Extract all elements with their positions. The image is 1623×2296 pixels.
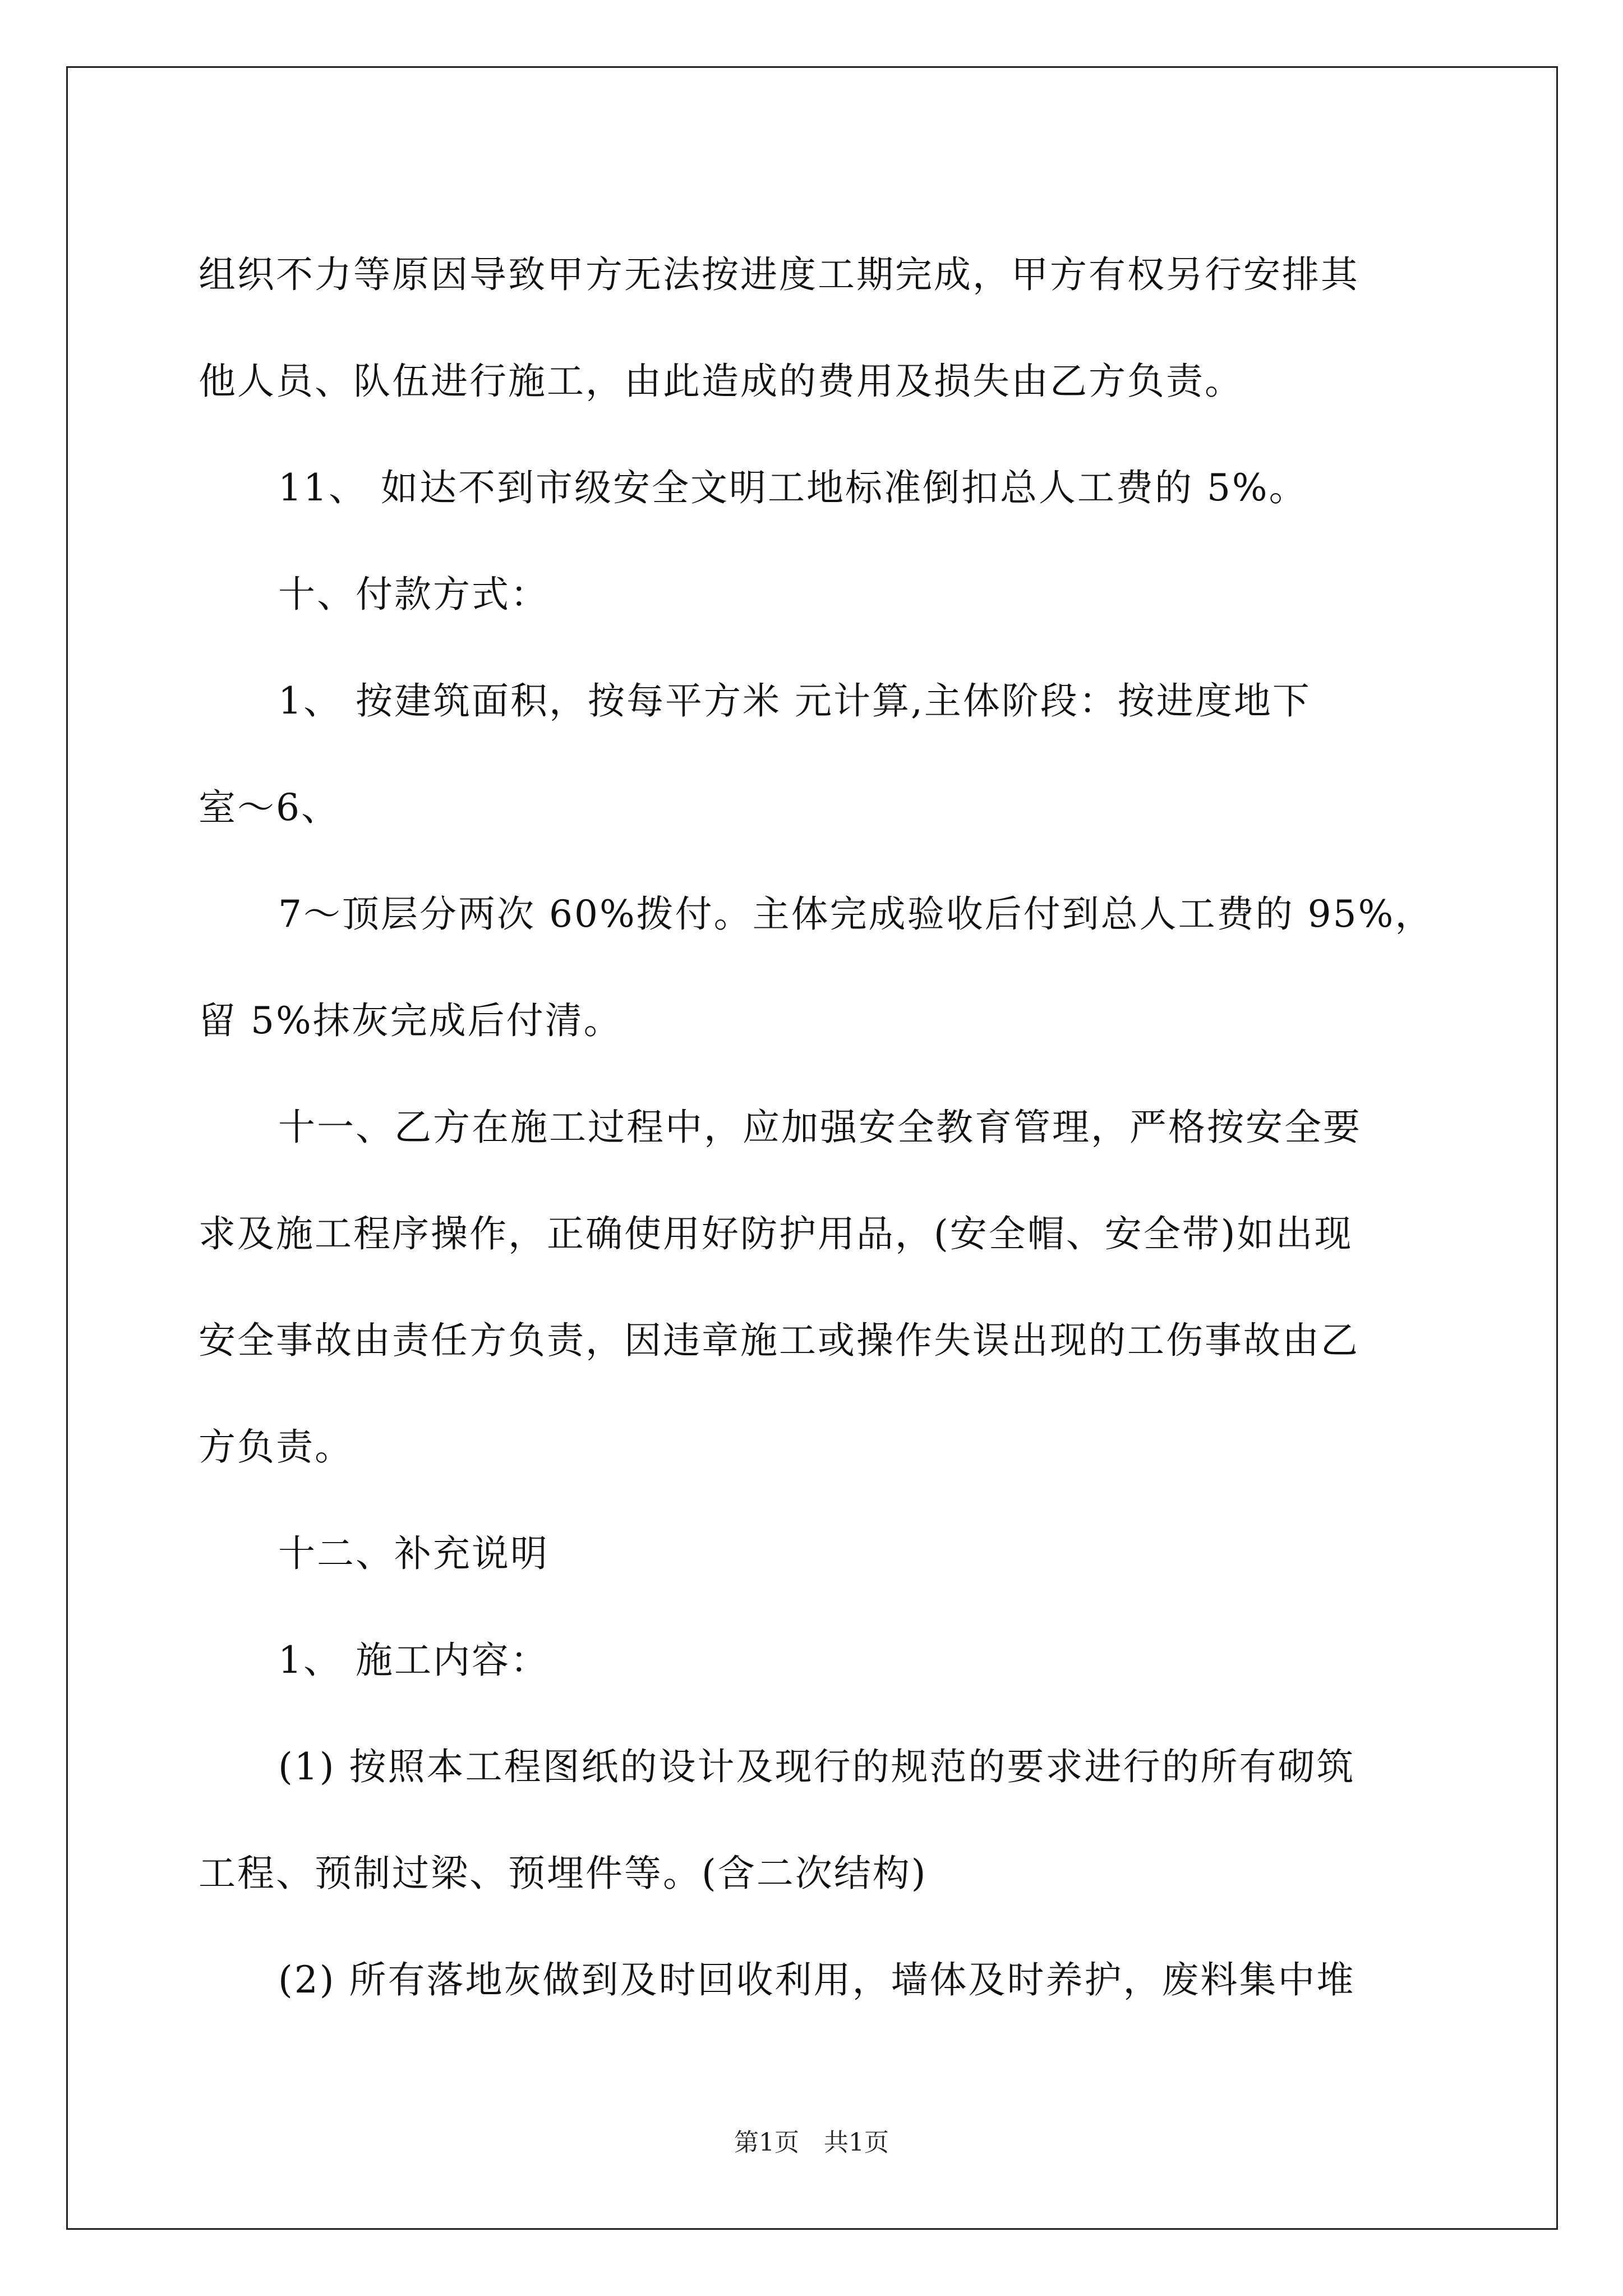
text-line: (1) 按照本工程图纸的设计及现行的规范的要求进行的所有砌筑 (278, 1745, 1355, 1788)
text-line: 室～6、 (199, 786, 340, 829)
text-line: 7～顶层分两次 60%拨付。主体完成验收后付到总人工费的 95%， (278, 892, 1434, 936)
text-line: 11、 如达不到市级安全文明工地标准倒扣总人工费的 5%。 (278, 466, 1308, 509)
text-line: 十一、乙方在施工过程中，应加强安全教育管理，严格按安全要 (278, 1106, 1362, 1149)
text-line: 求及施工程序操作，正确使用好防护用品，(安全帽、安全带)如出现 (199, 1212, 1353, 1255)
text-line: (2) 所有落地灰做到及时回收利用，墙体及时养护，废料集中堆 (278, 1958, 1355, 2001)
section-heading: 十、付款方式： (278, 573, 549, 616)
section-heading: 十二、补充说明 (278, 1532, 549, 1575)
text-line: 他人员、队伍进行施工，由此造成的费用及损失由乙方负责。 (199, 360, 1243, 403)
text-line: 安全事故由责任方负责，因违章施工或操作失误出现的工伤事故由乙 (199, 1319, 1359, 1362)
document-body (199, 222, 1434, 2033)
page-footer (0, 2126, 1623, 2160)
text-line: 方负责。 (199, 1425, 353, 1469)
text-line: 工程、预制过梁、预埋件等。(含二次结构) (199, 1852, 928, 1895)
text-line: 1、 按建筑面积，按每平方米 元计算,主体阶段：按进度地下 (278, 679, 1311, 723)
page-number: 第1页 (734, 2128, 799, 2157)
text-line: 留 5%抹灰完成后付清。 (199, 999, 623, 1042)
text-line: 1、 施工内容： (278, 1639, 549, 1682)
text-line: 组织不力等原因导致甲方无法按进度工期完成，甲方有权另行安排其 (199, 253, 1359, 296)
page-total: 共1页 (824, 2128, 889, 2157)
